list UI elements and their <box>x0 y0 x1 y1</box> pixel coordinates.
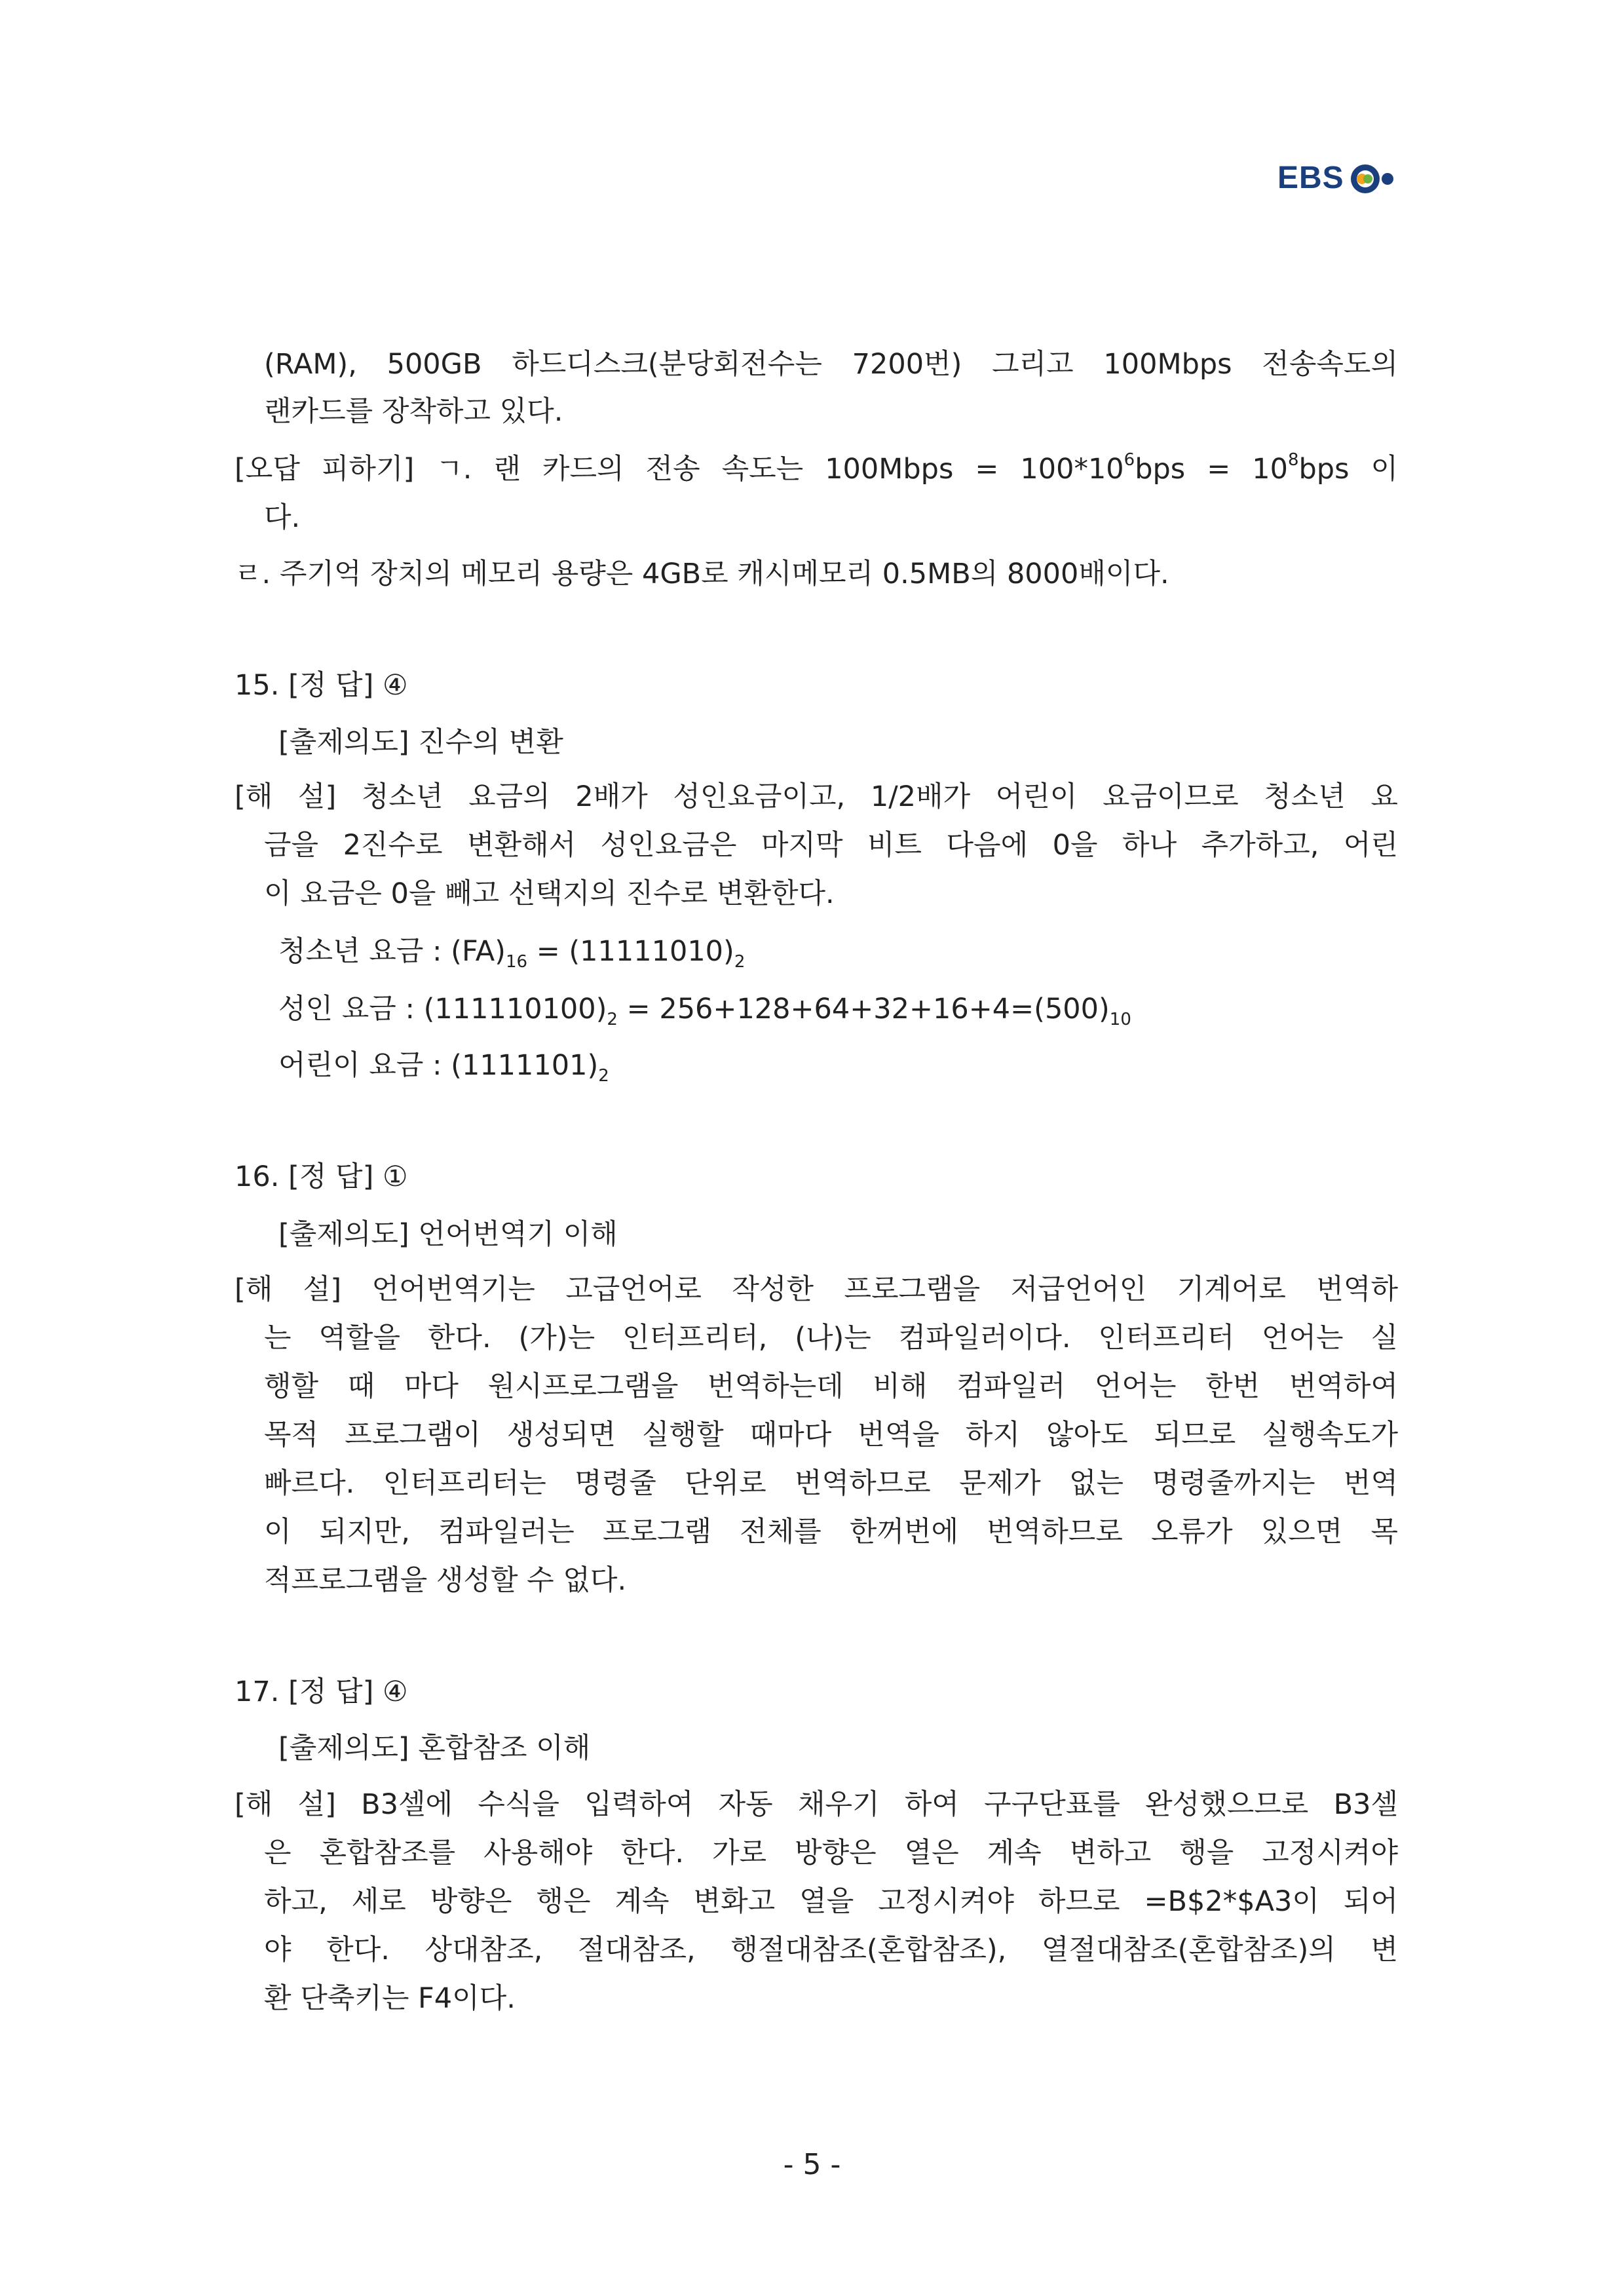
q14-line2: 랜카드를 장착하고 있다. <box>264 395 563 428</box>
q14-avoid-line: [오답 피하기] ㄱ. 랜 카드의 전송 속도는 100Mbps = $100*10^6bps = 10^8bps$ 이 <box>235 450 1399 486</box>
q17-exp-line1: [해 설] B3셀에 수식을 입력하여 자동 채우기 하여 구구단표를 완성했으므로 B3셀 <box>235 1788 1398 1821</box>
ebs-logo <box>1277 156 1395 202</box>
q16-exp-line6: 이 되지만, 컴파일러는 프로그램 전체를 한꺼번에 번역하므로 오류가 있으면 목 <box>264 1516 1398 1548</box>
ebs-logo-text: EBS <box>1277 161 1344 195</box>
q17-exp-line5: 환 단축키는 F4이다. <box>264 1982 516 2015</box>
q16-exp-line3: 행할 때 마다 원시프로그램을 번역하는데 비해 컴파일러 언어는 한번 번역하여 <box>264 1370 1398 1403</box>
q16-intent: [출제의도] 언어번역기 이해 <box>278 1218 618 1251</box>
q17-exp-line4: 야 한다. 상대참조, 절대참조, 행절대참조(혼합참조), 열절대참조(혼합참조)의 변 <box>264 1934 1398 1966</box>
q16-exp-line4: 목적 프로그램이 생성되면 실행할 때마다 번역을 하지 않아도 되므로 실행속도가 <box>264 1419 1398 1451</box>
q15-exp-line2: 금을 2진수로 변환해서 성인요금은 마지막 비트 다음에 0을 하나 추가하고, 어린 <box>264 829 1398 862</box>
page-number: - 5 - <box>783 2148 841 2181</box>
q17-intent: [출제의도] 혼합참조 이해 <box>278 1732 591 1765</box>
q17-exp-line3: 하고, 세로 방향은 행은 계속 변화고 열을 고정시켜야 하므로 =B$2*$A3이 되어 <box>264 1885 1398 1918</box>
q15-child-fare: 어린이 요금 : $(1111101)_2$ <box>278 1049 609 1086</box>
q15-exp-line3: 이 요금은 0을 빼고 선택지의 진수로 변환한다. <box>264 877 835 910</box>
q15-answer: 15. [정 답] ④ <box>235 669 408 702</box>
q16-answer: 16. [정 답] ① <box>235 1160 408 1193</box>
q17-answer: 17. [정 답] ④ <box>235 1675 408 1708</box>
ebs-logo-mark-icon <box>1350 159 1395 199</box>
q15-adult-fare: 성인 요금 : $(111110100)_2 = 256+128+64+32+16+4=(500)_{10}$ <box>278 993 1131 1029</box>
q16-exp-line5: 빠르다. 인터프리터는 명령줄 단위로 번역하므로 문제가 없는 명령줄까지는 번역 <box>264 1467 1398 1500</box>
q14-line4: ㄹ. 주기억 장치의 메모리 용량은 4GB로 캐시메모리 0.5MB의 8000배이다. <box>235 558 1169 590</box>
q14-avoid-end: 다. <box>264 501 301 534</box>
q17-exp-line2: 은 혼합참조를 사용해야 한다. 가로 방향은 열은 계속 변하고 행을 고정시켜야 <box>264 1837 1398 1869</box>
q14-line1: (RAM), 500GB 하드디스크(분당회전수는 7200번) 그리고 100Mbps 전송속도의 <box>264 348 1398 381</box>
q16-exp-line7: 적프로그램을 생성할 수 없다. <box>264 1564 627 1597</box>
q16-exp-line1: [해 설] 언어번역기는 고급언어로 작성한 프로그램을 저급언어인 기계어로 번역하 <box>235 1273 1398 1306</box>
q16-exp-line2: 는 역할을 한다. (가)는 인터프리터, (나)는 컴파일러이다. 인터프리터 언어는 실 <box>264 1322 1398 1354</box>
q15-exp-line1: [해 설] 청소년 요금의 2배가 성인요금이고, 1/2배가 어린이 요금이므로 청소년 요 <box>235 780 1398 813</box>
q15-intent: [출제의도] 진수의 변환 <box>278 726 563 759</box>
q15-youth-fare: 청소년 요금 : $(FA)_{16} = (11111010)_2$ <box>278 935 746 972</box>
